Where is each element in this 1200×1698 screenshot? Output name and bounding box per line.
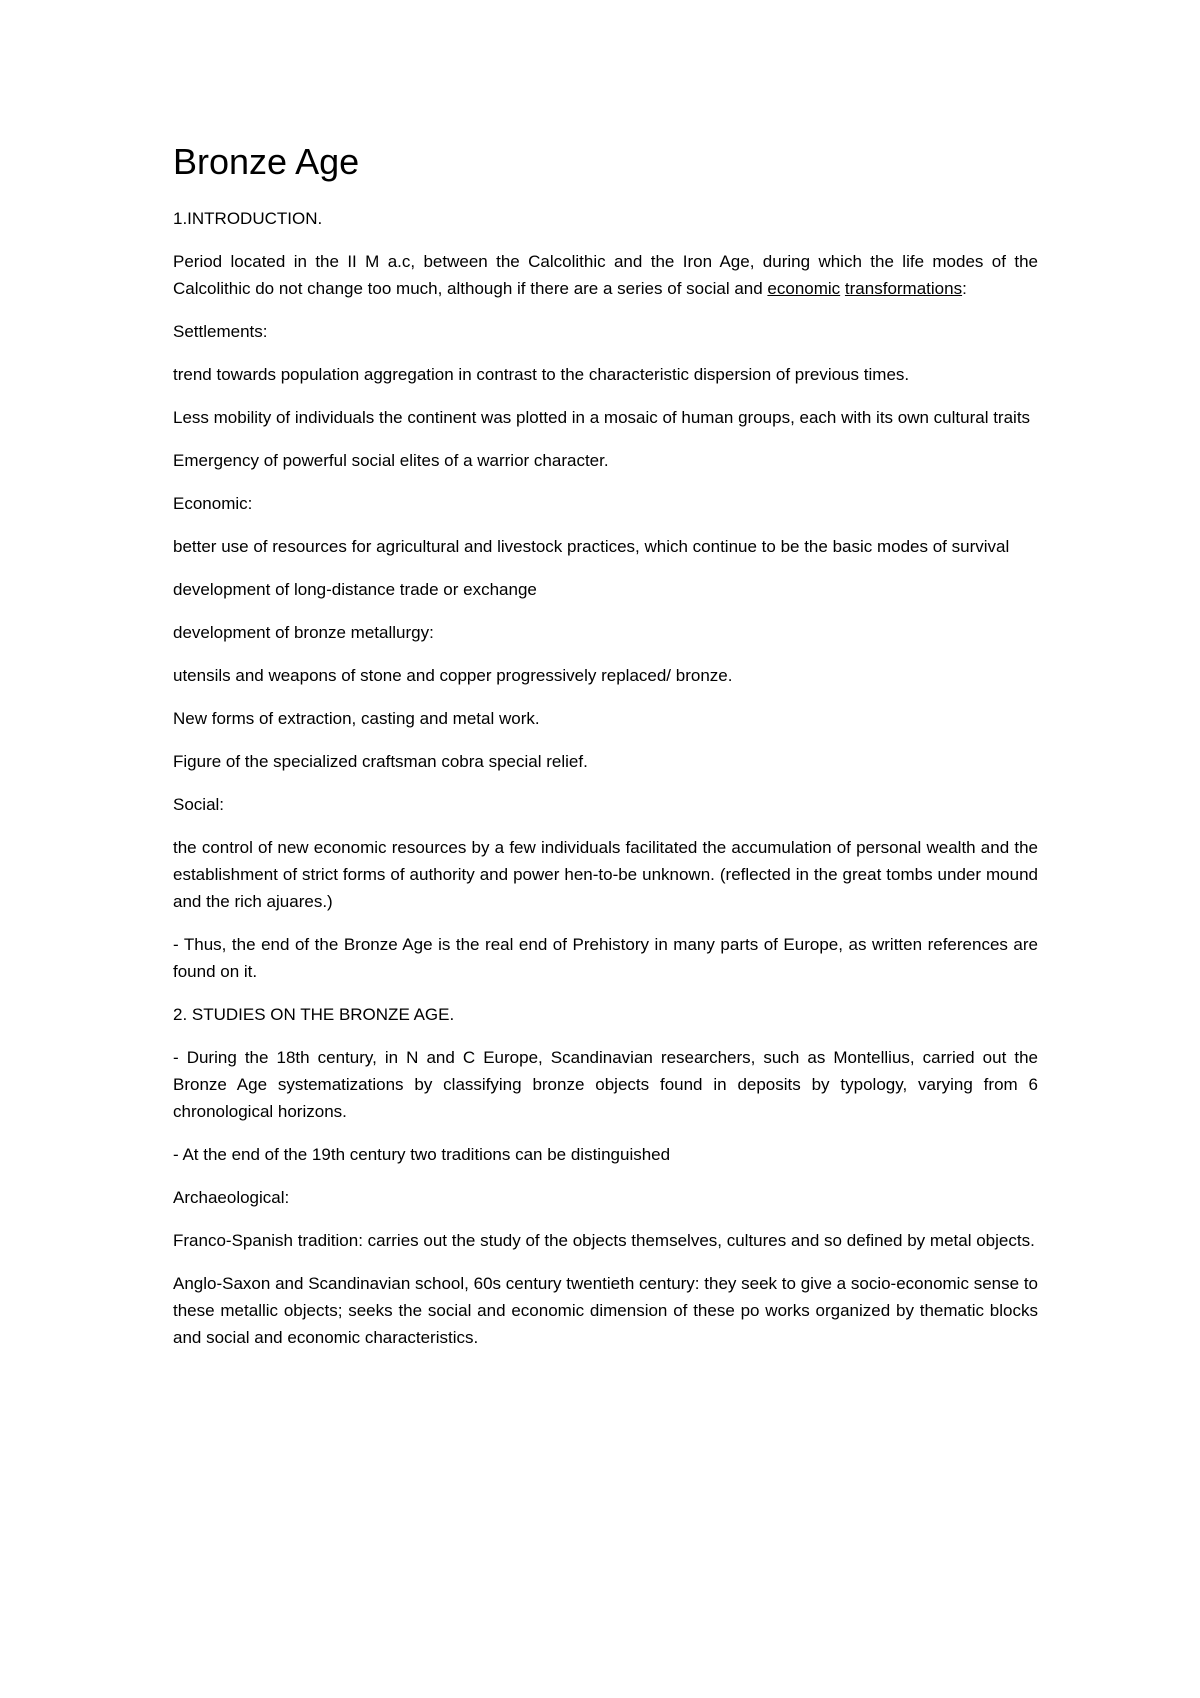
intro-text: Period located in the II M a.c, between the Calcolithic and the Iron Age, during which the life modes of the Calcolithic do not change too much, although if there are a series of social and bbox=[173, 252, 1038, 299]
section-heading-introduction: 1.INTRODUCTION. bbox=[173, 209, 323, 229]
social-paragraph-1: the control of new economic resources by a few individuals facilitated the accumulation of personal wealth and the establishment of strict forms of authority and power hen-to-be unknown. (reflected in the great tombs under mound and the rich ajuares.) bbox=[173, 838, 1038, 912]
studies-paragraph-1: - During the 18th century, in N and C Europe, Scandinavian researchers, such as Montellius, carried out the Bronze Age systematizations by classifying bronze objects found in deposits by typology, varying from 6 chronological horizons. bbox=[173, 1048, 1038, 1122]
archaeological-label: Archaeological: bbox=[173, 1188, 290, 1208]
section-heading-studies: 2. STUDIES ON THE BRONZE AGE. bbox=[173, 1005, 455, 1025]
economic-paragraph-3: development of bronze metallurgy: bbox=[173, 623, 434, 643]
economic-paragraph-6: Figure of the specialized craftsman cobra special relief. bbox=[173, 752, 588, 772]
document-title: Bronze Age bbox=[173, 141, 360, 182]
economic-paragraph-2: development of long-distance trade or exchange bbox=[173, 580, 537, 600]
settlements-paragraph-2: Less mobility of individuals the continent was plotted in a mosaic of human groups, each with its own cultural traits bbox=[173, 408, 1031, 428]
settlements-label: Settlements: bbox=[173, 322, 268, 342]
settlements-paragraph-1: trend towards population aggregation in contrast to the characteristic dispersion of previous times. bbox=[173, 365, 910, 385]
social-label: Social: bbox=[173, 795, 225, 815]
economic-paragraph-5: New forms of extraction, casting and metal work. bbox=[173, 709, 540, 729]
social-paragraph-2: - Thus, the end of the Bronze Age is the real end of Prehistory in many parts of Europe, as written references are found on it. bbox=[173, 935, 1038, 982]
studies-paragraph-2: - At the end of the 19th century two traditions can be distinguished bbox=[173, 1145, 671, 1165]
intro-colon: : bbox=[962, 279, 967, 299]
archaeological-paragraph-1: Franco-Spanish tradition: carries out the study of the objects themselves, cultures and so defined by metal objects. bbox=[173, 1231, 1035, 1251]
economic-label: Economic: bbox=[173, 494, 253, 514]
economic-paragraph-4: utensils and weapons of stone and copper progressively replaced/ bronze. bbox=[173, 666, 733, 686]
economic-paragraph-1: better use of resources for agricultural and livestock practices, which continue to be the basic modes of survival bbox=[173, 537, 1010, 557]
underlined-word-economic: economic bbox=[767, 279, 841, 299]
intro-paragraph bbox=[173, 248, 1038, 302]
underlined-word-transformations: transformations bbox=[844, 279, 963, 299]
settlements-paragraph-3: Emergency of powerful social elites of a warrior character. bbox=[173, 451, 609, 471]
archaeological-paragraph-2: Anglo-Saxon and Scandinavian school, 60s century twentieth century: they seek to give a socio-economic sense to these metallic objects; seeks the social and economic dimension of these po works organized by thematic blocks and social and economic characteristics. bbox=[173, 1274, 1038, 1348]
